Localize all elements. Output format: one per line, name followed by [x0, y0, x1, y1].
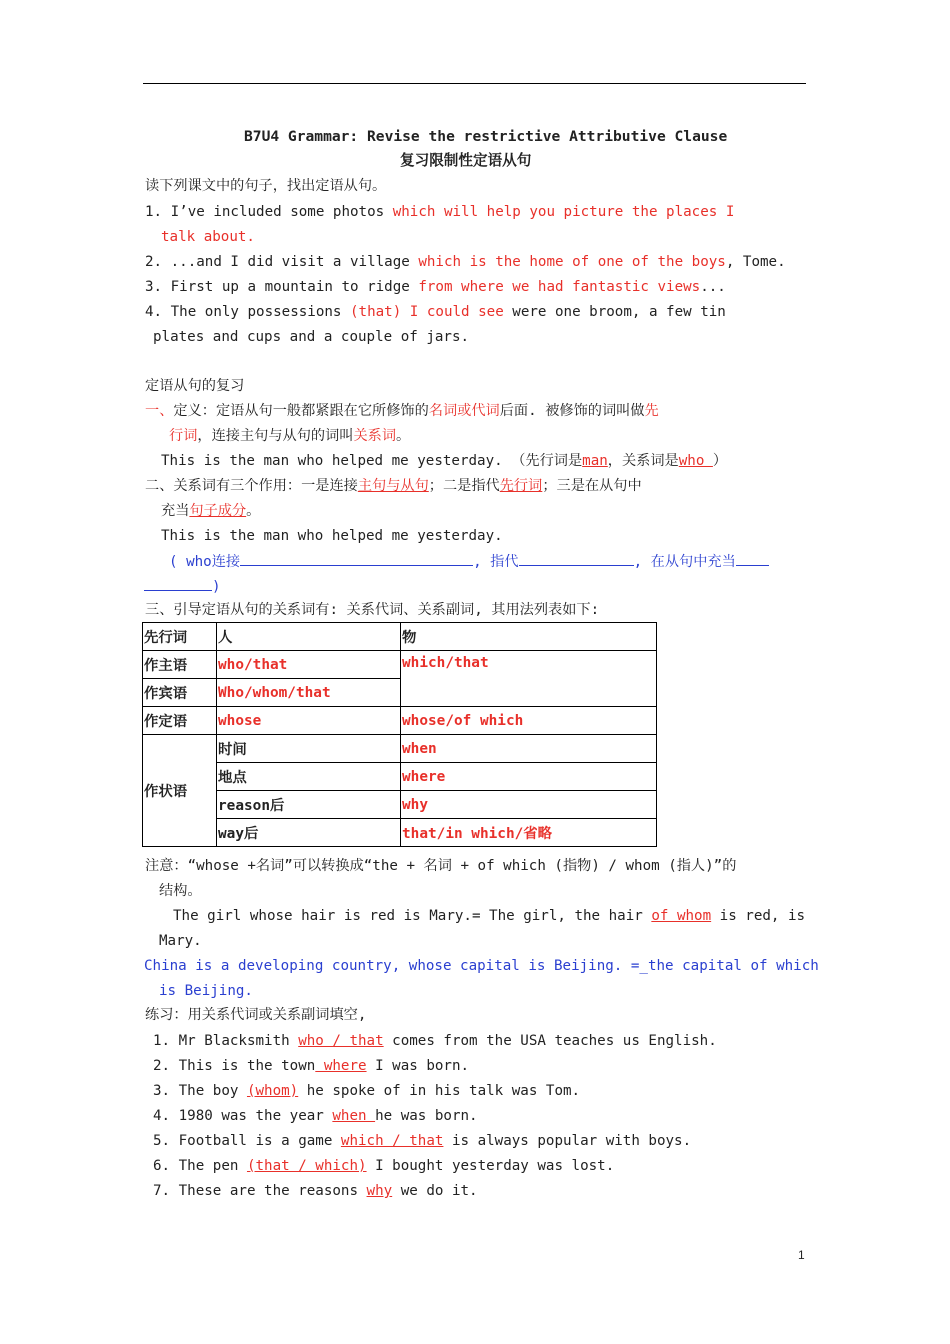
practice-item-text: 5. Football is a game: [153, 1133, 341, 1149]
practice-item-tail: he was born.: [375, 1108, 478, 1124]
table-row: [143, 707, 657, 735]
practice-item: [153, 1056, 469, 1076]
practice-item-answer: where: [315, 1058, 367, 1074]
example-1-answer-who: who: [678, 453, 713, 469]
example-1: [161, 451, 727, 471]
header-person: 人: [217, 623, 401, 651]
point-1-relative-word: 关系词: [353, 428, 397, 444]
review-point-1-cont: [169, 426, 410, 446]
practice-item-answer: why: [366, 1183, 393, 1199]
review-point-1: [145, 401, 659, 421]
sentence-2-clause: which is the home of one of the boys: [418, 254, 726, 270]
note-example-tail: is red, is: [711, 908, 806, 924]
review-point-2: [145, 476, 642, 496]
practice-item-tail: is always popular with boys.: [443, 1133, 692, 1149]
practice-item-text: 2. This is the town: [153, 1058, 316, 1074]
sentence-4-clause: (that) I could see: [350, 304, 504, 320]
table-row: [143, 623, 657, 651]
adverbial-key: reason后: [217, 791, 401, 819]
example-1-end: ）: [712, 453, 728, 469]
point-2-end: 。: [246, 503, 261, 519]
sentence-4-text: 4. The only possessions: [145, 304, 350, 320]
blank-acts-as[interactable]: [736, 551, 769, 566]
point-1-text-3: ，连接主句与从句的词叫: [197, 428, 354, 444]
sentence-1-clause: which will help you picture the places I: [392, 204, 735, 220]
sentence-1-clause-cont: talk about.: [161, 229, 255, 245]
subject-object-thing: which/that: [401, 651, 657, 707]
practice-item-tail: we do it.: [392, 1183, 478, 1199]
adverbial-value: when: [401, 735, 657, 763]
point-2-text-2: ；二是指代: [428, 478, 500, 494]
adverbial-value: that/in which/省略: [401, 819, 657, 847]
blank-acts-as-cont[interactable]: [144, 576, 212, 591]
fill-in-line: [169, 551, 769, 572]
table-row: [143, 651, 657, 679]
fill-in-line-cont: [144, 576, 221, 597]
point-2-answer-1: 主句与从句: [357, 478, 429, 494]
practice-item-answer: (whom): [246, 1083, 299, 1099]
reading-instruction: 读下列课文中的句子，找出定语从句。: [145, 178, 387, 194]
adverbial-value: where: [401, 763, 657, 791]
sentence-4-tail: were one broom, a few tin: [503, 304, 726, 320]
point-1-antecedent-a: 先: [644, 403, 659, 419]
adverbial-value: why: [401, 791, 657, 819]
point-1-noun-pronoun: 名词或代词: [428, 403, 500, 419]
review-point-3: 三、引导定语从句的关系词有: 关系代词、关系副词, 其用法列表如下:: [145, 602, 600, 618]
point-1-number: 一、: [145, 403, 174, 419]
sentence-2-text: 2. ...and I did visit a village: [145, 254, 419, 270]
point-1-end: 。: [396, 428, 411, 444]
practice-item-answer: (that / which): [246, 1158, 367, 1174]
point-2-text-3: ；三是在从句中: [542, 478, 642, 494]
attributive-thing: whose/of which: [401, 707, 657, 735]
practice-item-answer: who / that: [298, 1033, 384, 1049]
sentence-1-text: 1. I’ve included some photos: [145, 204, 393, 220]
title-cn: 复习限制性定语从句: [400, 152, 532, 169]
sentence-3-clause: from where we had fantastic views: [418, 279, 701, 295]
adverbial-key: 地点: [217, 763, 401, 791]
sentence-2-tail: , Tome.: [725, 254, 786, 270]
label-attributive: 作定语: [143, 707, 217, 735]
table-row: [143, 735, 657, 763]
practice-item: [153, 1106, 478, 1126]
blank-refers[interactable]: [519, 551, 634, 566]
header-antecedent: 先行词: [143, 623, 217, 651]
point-1-antecedent-b: 行词: [169, 428, 198, 444]
practice-item-text: 3. The boy: [153, 1083, 247, 1099]
practice-item-answer: when: [332, 1108, 376, 1124]
note-example-cont: Mary.: [159, 933, 202, 949]
practice-item-tail: comes from the USA teaches us English.: [383, 1033, 717, 1049]
adverbial-key: way后: [217, 819, 401, 847]
practice-item-tail: I was born.: [366, 1058, 470, 1074]
label-adverbial: 作状语: [143, 735, 217, 847]
practice-item-answer: which / that: [340, 1133, 444, 1149]
note-china-example: China is a developing country, whose capital is Beijing. =_the capital of which: [144, 958, 819, 974]
fill-acts-as: , 在从句中充当: [633, 554, 736, 570]
sentence-3: [145, 277, 726, 297]
practice-item-text: 6. The pen: [153, 1158, 247, 1174]
note-line-2: 结构。: [159, 883, 202, 899]
sentence-2: [145, 252, 786, 272]
practice-heading: 练习：用关系代词或关系副词填空,: [145, 1007, 367, 1023]
example-2: This is the man who helped me yesterday.: [161, 528, 503, 544]
header-rule: [143, 83, 806, 84]
practice-item: [153, 1081, 580, 1101]
note-china-example-cont: is Beijing.: [159, 983, 253, 999]
object-person: Who/whom/that: [217, 679, 401, 707]
practice-item-tail: he spoke of in his talk was Tom.: [298, 1083, 581, 1099]
practice-item-tail: I bought yesterday was lost.: [366, 1158, 615, 1174]
practice-item: [153, 1131, 691, 1151]
practice-item: [153, 1156, 614, 1176]
note-example-text: The girl whose hair is red is Mary.= The girl, the hair: [173, 908, 652, 924]
table-row: [143, 819, 657, 847]
adverbial-key: 时间: [217, 735, 401, 763]
relative-words-table: [142, 622, 657, 847]
sentence-4: [145, 302, 726, 322]
point-2-text: 二、关系词有三个作用：一是连接: [145, 478, 358, 494]
title-en: B7U4 Grammar: Revise the restrictive Attributive Clause: [244, 128, 728, 145]
example-1-text: This is the man who helped me yesterday. （先行词是: [161, 453, 583, 469]
review-point-2-cont: [161, 501, 260, 521]
example-1-mid: ，关系词是: [607, 453, 679, 469]
page-number: 1: [798, 1248, 805, 1262]
header-thing: 物: [401, 623, 657, 651]
sentence-4-cont: plates and cups and a couple of jars.: [153, 329, 470, 345]
sentence-3-text: 3. First up a mountain to ridge: [145, 279, 419, 295]
table-row: [143, 763, 657, 791]
blank-connects[interactable]: [240, 551, 473, 566]
point-2-answer-2: 先行词: [499, 478, 543, 494]
note-example: [173, 906, 805, 926]
practice-item: [153, 1031, 717, 1051]
point-1-text: 定义：定语从句一般都紧跟在它所修饰的: [173, 403, 429, 419]
point-1-text-2: 后面. 被修饰的词叫做: [499, 403, 645, 419]
subject-person: who/that: [217, 651, 401, 679]
review-heading: 定语从句的复习: [145, 378, 245, 394]
table-row: [143, 791, 657, 819]
note-line-1: 注意：“whose +名词”可以转换成“the + 名词 + of which (指物) / whom (指人)”的: [145, 858, 737, 874]
practice-item-text: 7. These are the reasons: [153, 1183, 367, 1199]
fill-who-connects: ( who连接: [169, 554, 241, 570]
practice-item: [153, 1181, 478, 1201]
sentence-3-tail: ...: [700, 279, 726, 295]
example-1-answer-man: man: [582, 453, 608, 469]
label-subject: 作主语: [143, 651, 217, 679]
point-2-answer-3: 句子成分: [189, 503, 247, 519]
fill-refers: , 指代: [473, 554, 519, 570]
label-object: 作宾语: [143, 679, 217, 707]
attributive-person: whose: [217, 707, 401, 735]
note-example-answer: of whom: [651, 908, 712, 924]
fill-close: ): [212, 579, 221, 595]
point-2-text-4: 充当: [161, 503, 190, 519]
practice-item-text: 4. 1980 was the year: [153, 1108, 333, 1124]
sentence-1: [145, 202, 734, 222]
practice-item-text: 1. Mr Blacksmith: [153, 1033, 299, 1049]
